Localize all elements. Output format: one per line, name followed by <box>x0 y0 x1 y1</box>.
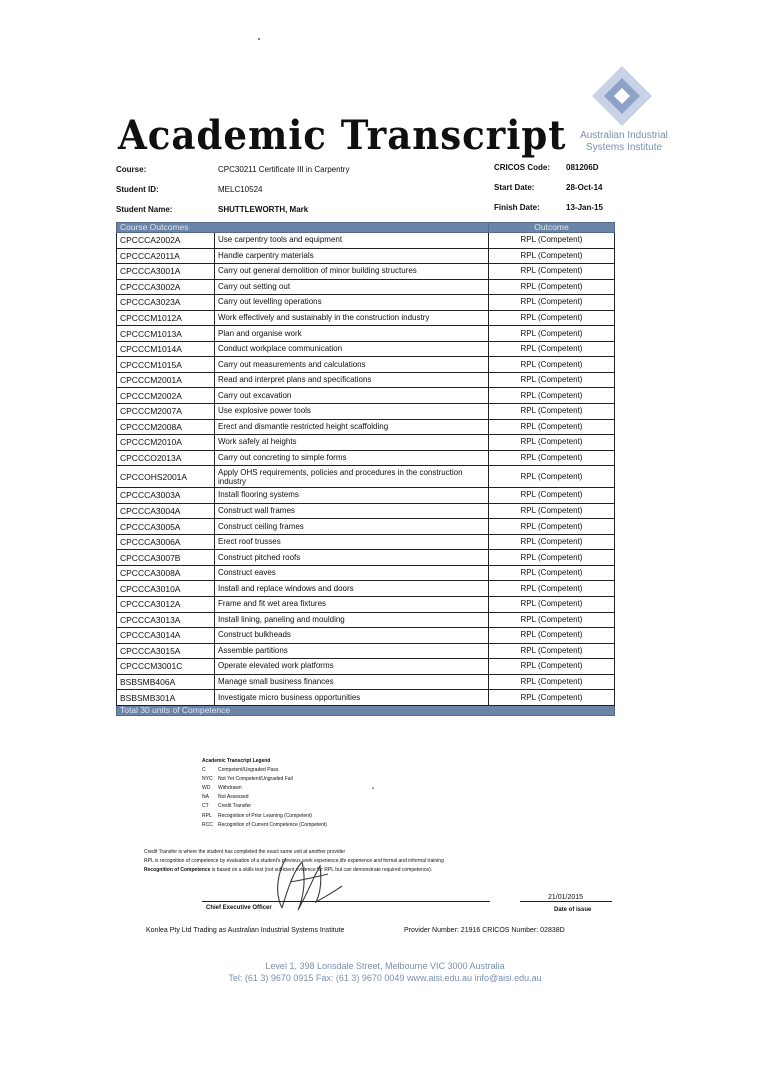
legend-items <box>202 766 327 830</box>
unit-outcome-cell: RPL (Competent) <box>489 659 615 675</box>
table-header-row <box>117 223 615 233</box>
unit-title-cell: Construct wall frames <box>215 503 489 519</box>
table-row <box>117 466 615 488</box>
legend-item <box>202 766 327 775</box>
table-row <box>117 404 615 420</box>
table-row <box>117 357 615 373</box>
unit-title-cell: Install lining, paneling and moulding <box>215 612 489 628</box>
unit-title-cell: Frame and fit wet area fixtures <box>215 597 489 613</box>
credit-transfer-note: Credit Transfer is where the student has completed the exact same unit at another provider <box>144 849 346 855</box>
unit-code-cell: CPCCCA3012A <box>117 597 215 613</box>
unit-outcome-cell: RPL (Competent) <box>489 612 615 628</box>
legend-item <box>202 793 327 802</box>
table-row <box>117 248 615 264</box>
issue-date-label: Date of issue <box>554 907 592 913</box>
course-value: CPC30211 Certificate III in Carpentry <box>218 165 350 174</box>
unit-outcome-cell: RPL (Competent) <box>489 466 615 488</box>
unit-code-cell: CPCCCA3001A <box>117 264 215 280</box>
institute-name <box>560 130 688 154</box>
legend-abbr: NYC <box>202 776 213 783</box>
legend-meaning: Credit Transfer <box>218 803 252 810</box>
issue-date-line <box>520 901 612 902</box>
unit-outcome-cell: RPL (Competent) <box>489 372 615 388</box>
legend-item <box>202 775 327 784</box>
course-label: Course: <box>116 165 147 174</box>
unit-code-cell: CPCCCM2010A <box>117 435 215 451</box>
table-footer-row <box>117 705 615 715</box>
unit-outcome-cell: RPL (Competent) <box>489 628 615 644</box>
table-row <box>117 488 615 504</box>
unit-outcome-cell: RPL (Competent) <box>489 690 615 706</box>
rcc-note-text: is based on a skills test (not sufficient evidence for RPL but can demonstrate required competence). <box>210 867 433 873</box>
unit-outcome-cell: RPL (Competent) <box>489 435 615 451</box>
unit-outcome-cell: RPL (Competent) <box>489 674 615 690</box>
finish-date-label: Finish Date: <box>494 203 540 212</box>
table-row <box>117 659 615 675</box>
unit-title-cell: Carry out measurements and calculations <box>215 357 489 373</box>
unit-title-cell: Conduct workplace communication <box>215 341 489 357</box>
unit-title-cell: Carry out setting out <box>215 279 489 295</box>
institute-address <box>150 960 620 984</box>
legend-meaning: Recognition of Current Competence (Competent) <box>218 821 327 828</box>
unit-code-cell: CPCCCA3013A <box>117 612 215 628</box>
stray-mark: ʻ <box>372 787 374 794</box>
table-row <box>117 643 615 659</box>
signature-icon <box>268 852 348 914</box>
total-units: Total 30 units of Competence <box>117 705 615 715</box>
legend-abbr: RPL <box>202 812 212 819</box>
legend-item <box>202 821 327 830</box>
unit-title-cell: Investigate micro business opportunities <box>215 690 489 706</box>
unit-title-cell: Work effectively and sustainably in the construction industry <box>215 310 489 326</box>
legend-abbr: C <box>202 767 206 774</box>
legend-abbr: WD <box>202 785 211 792</box>
signature-line <box>202 901 490 902</box>
unit-code-cell: CPCCCM1015A <box>117 357 215 373</box>
table-row <box>117 612 615 628</box>
table-row <box>117 565 615 581</box>
contact-line: Tel: (61 3) 9670 0915 Fax: (61 3) 9670 0049 www.aisi.edu.au info@aisi.edu.au <box>228 973 542 983</box>
institute-name-line2: Systems Institute <box>585 142 663 153</box>
unit-title-cell: Use carpentry tools and equipment <box>215 233 489 249</box>
unit-title-cell: Install flooring systems <box>215 488 489 504</box>
unit-code-cell: CPCCCM2007A <box>117 404 215 420</box>
institute-name-line1: Australian Industrial <box>580 130 668 141</box>
unit-code-cell: CPCCCA3003A <box>117 488 215 504</box>
unit-title-cell: Manage small business finances <box>215 674 489 690</box>
start-date-label: Start Date: <box>494 183 535 192</box>
table-row <box>117 690 615 706</box>
student-id-label: Student ID: <box>116 185 159 194</box>
table-row <box>117 519 615 535</box>
table-row <box>117 233 615 249</box>
unit-code-cell: CPCCCM2008A <box>117 419 215 435</box>
unit-title-cell: Construct eaves <box>215 565 489 581</box>
unit-title-cell: Plan and organise work <box>215 326 489 342</box>
unit-code-cell: CPCCCM1014A <box>117 341 215 357</box>
legend-abbr: NA <box>202 794 209 801</box>
table-row <box>117 534 615 550</box>
unit-title-cell: Install and replace windows and doors <box>215 581 489 597</box>
legend-abbr: CT <box>202 803 209 810</box>
unit-code-cell: CPCCCA3004A <box>117 503 215 519</box>
unit-outcome-cell: RPL (Competent) <box>489 388 615 404</box>
legend-title: Academic Transcript Legend <box>202 758 271 764</box>
table-row <box>117 295 615 311</box>
unit-code-cell: BSBSMB301A <box>117 690 215 706</box>
unit-outcome-cell: RPL (Competent) <box>489 404 615 420</box>
legend-meaning: Not Assessed <box>218 794 249 801</box>
table-row <box>117 674 615 690</box>
table-row <box>117 326 615 342</box>
unit-code-cell: CPCCCA3008A <box>117 565 215 581</box>
unit-title-cell: Handle carpentry materials <box>215 248 489 264</box>
unit-code-cell: CPCCCA3014A <box>117 628 215 644</box>
unit-code-cell: CPCCCA2002A <box>117 233 215 249</box>
unit-title-cell: Construct bulkheads <box>215 628 489 644</box>
unit-code-cell: CPCCCA3015A <box>117 643 215 659</box>
unit-code-cell: CPCCCM2001A <box>117 372 215 388</box>
unit-code-cell: CPCCCA3007B <box>117 550 215 566</box>
course-outcomes-table <box>116 222 615 716</box>
unit-outcome-cell: RPL (Competent) <box>489 310 615 326</box>
table-row <box>117 628 615 644</box>
unit-title-cell: Operate elevated work platforms <box>215 659 489 675</box>
legend-meaning: Recognition of Prior Learning (Competent) <box>218 812 312 819</box>
unit-outcome-cell: RPL (Competent) <box>489 419 615 435</box>
unit-outcome-cell: RPL (Competent) <box>489 248 615 264</box>
unit-code-cell: CPCCCM1013A <box>117 326 215 342</box>
unit-outcome-cell: RPL (Competent) <box>489 264 615 280</box>
unit-title-cell: Carry out concreting to simple forms <box>215 450 489 466</box>
table-row <box>117 419 615 435</box>
unit-title-cell: Apply OHS requirements, policies and procedures in the construction industry <box>215 466 489 488</box>
unit-title-cell: Work safely at heights <box>215 435 489 451</box>
table-row <box>117 597 615 613</box>
unit-outcome-cell: RPL (Competent) <box>489 488 615 504</box>
unit-outcome-cell: RPL (Competent) <box>489 326 615 342</box>
rpl-note: RPL is recognition of competence by evaluation of a student's previous work experience,life experience and formal and informal training <box>144 858 444 864</box>
cricos-code-label: CRICOS Code: <box>494 163 550 172</box>
unit-outcome-cell: RPL (Competent) <box>489 550 615 566</box>
unit-code-cell: CPCCCO2013A <box>117 450 215 466</box>
table-row <box>117 388 615 404</box>
unit-code-cell: CPCCCM2002A <box>117 388 215 404</box>
table-row <box>117 279 615 295</box>
table-row <box>117 435 615 451</box>
unit-outcome-cell: RPL (Competent) <box>489 233 615 249</box>
legend-abbr: RCC <box>202 821 213 828</box>
table-row <box>117 310 615 326</box>
unit-outcome-cell: RPL (Competent) <box>489 450 615 466</box>
unit-code-cell: CPCCCM1012A <box>117 310 215 326</box>
cricos-code-value: 081206D <box>566 163 599 172</box>
table-row <box>117 341 615 357</box>
course-outcomes-header: Course Outcomes <box>117 223 489 233</box>
legend-meaning: Not Yet Competent/Ungraded Fail <box>218 776 293 783</box>
unit-outcome-cell: RPL (Competent) <box>489 279 615 295</box>
legend-item <box>202 802 327 811</box>
unit-outcome-cell: RPL (Competent) <box>489 519 615 535</box>
legend-item <box>202 784 327 793</box>
unit-outcome-cell: RPL (Competent) <box>489 597 615 613</box>
unit-outcome-cell: RPL (Competent) <box>489 581 615 597</box>
document-title: Academic Transcript <box>118 112 567 159</box>
unit-code-cell: BSBSMB406A <box>117 674 215 690</box>
student-name-label: Student Name: <box>116 205 173 214</box>
unit-title-cell: Erect and dismantle restricted height scaffolding <box>215 419 489 435</box>
trading-name: Konlea Pty Ltd Trading as Australian Industrial Systems Institute <box>146 927 345 934</box>
table-row <box>117 503 615 519</box>
unit-code-cell: CPCCCA2011A <box>117 248 215 264</box>
course-outcomes-body <box>117 223 615 716</box>
diamond-logo-icon <box>590 64 654 128</box>
unit-outcome-cell: RPL (Competent) <box>489 341 615 357</box>
unit-code-cell: CPCCCA3002A <box>117 279 215 295</box>
unit-code-cell: CPCCCM3001C <box>117 659 215 675</box>
unit-title-cell: Erect roof trusses <box>215 534 489 550</box>
unit-code-cell: CPCCCA3010A <box>117 581 215 597</box>
unit-title-cell: Construct pitched roofs <box>215 550 489 566</box>
table-row <box>117 450 615 466</box>
unit-title-cell: Assemble partitions <box>215 643 489 659</box>
outcome-header: Outcome <box>489 223 615 233</box>
unit-code-cell: CPCCCA3023A <box>117 295 215 311</box>
unit-outcome-cell: RPL (Competent) <box>489 295 615 311</box>
scan-dot <box>258 38 260 40</box>
table-row <box>117 264 615 280</box>
unit-code-cell: CPCCCA3006A <box>117 534 215 550</box>
unit-outcome-cell: RPL (Competent) <box>489 643 615 659</box>
issue-date-value: 21/01/2015 <box>548 894 584 901</box>
table-row <box>117 581 615 597</box>
unit-code-cell: CPCCCA3005A <box>117 519 215 535</box>
unit-title-cell: Use explosive power tools <box>215 404 489 420</box>
finish-date-value: 13-Jan-15 <box>566 203 603 212</box>
legend-item <box>202 812 327 821</box>
table-row <box>117 550 615 566</box>
table-row <box>117 372 615 388</box>
start-date-value: 28-Oct-14 <box>566 183 603 192</box>
legend-meaning: Competent/Ungraded Pass <box>218 767 279 774</box>
unit-outcome-cell: RPL (Competent) <box>489 565 615 581</box>
signature-label: Chief Executive Officer <box>206 905 272 911</box>
legend-meaning: Withdrawn <box>218 785 242 792</box>
unit-title-cell: Carry out general demolition of minor building structures <box>215 264 489 280</box>
rcc-note-label: Recognition of Competence <box>144 867 211 873</box>
unit-title-cell: Construct ceiling frames <box>215 519 489 535</box>
unit-title-cell: Read and interpret plans and specifications <box>215 372 489 388</box>
transcript-legend <box>202 757 327 830</box>
unit-title-cell: Carry out excavation <box>215 388 489 404</box>
address-line: Level 1, 398 Lonsdale Street, Melbourne VIC 3000 Australia <box>265 961 505 971</box>
unit-outcome-cell: RPL (Competent) <box>489 357 615 373</box>
unit-outcome-cell: RPL (Competent) <box>489 503 615 519</box>
unit-title-cell: Carry out levelling operations <box>215 295 489 311</box>
unit-outcome-cell: RPL (Competent) <box>489 534 615 550</box>
unit-code-cell: CPCCOHS2001A <box>117 466 215 488</box>
student-name-value: SHUTTLEWORTH, Mark <box>218 205 309 214</box>
student-id-value: MELC10524 <box>218 185 263 194</box>
provider-number: Provider Number: 21916 CRICOS Number: 02838D <box>404 927 565 934</box>
